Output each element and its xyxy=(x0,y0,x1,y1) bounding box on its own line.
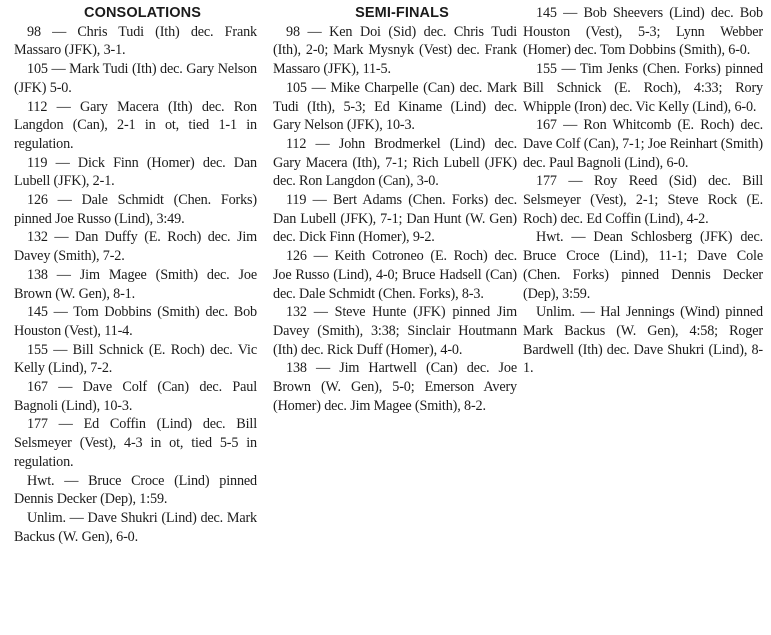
result-entry: 98 — Chris Tudi (Ith) dec. Frank Massaro (JFK), 3-1. xyxy=(14,23,257,59)
result-entry: 112 — Gary Macera (Ith) dec. Ron Langdon (Can), 2-1 in ot, tied 1-1 in regulation. xyxy=(14,98,257,152)
result-entry: 132 — Steve Hunte (JFK) pinned Jim Davey (Smith), 3:38; Sinclair Houtmann (Ith) dec. Rick Duff (Homer), 4-0. xyxy=(273,304,517,358)
result-entry: 105 — Mark Tudi (Ith) dec. Gary Nelson (JFK) 5-0. xyxy=(14,61,257,96)
result-entry: 98 — Ken Doi (Sid) dec. Chris Tudi (Ith), 2-0; Mark Mysnyk (Vest) dec. Frank Massaro (JFK), 11-5. xyxy=(273,23,517,78)
consolations-heading: CONSOLATIONS xyxy=(84,5,201,21)
result-entry: 126 — Dale Schmidt (Chen. Forks) pinned Joe Russo (Lind), 3:49. xyxy=(14,192,257,227)
result-entry: 119 — Dick Finn (Homer) dec. Dan Lubell (JFK), 2-1. xyxy=(14,154,257,190)
result-entry: 155 — Tim Jenks (Chen. Forks) pinned Bill Schnick (E. Roch), 4:33; Rory Whipple (Iron) dec. Vic Kelly (Lind), 6-0. xyxy=(523,61,763,115)
result-entry: 177 — Ed Coffin (Lind) dec. Bill Selsmeyer (Vest), 4-3 in ot, tied 5-5 in regulation. xyxy=(14,416,257,470)
result-entry: 167 — Ron Whitcomb (E. Roch) dec. Dave Colf (Can), 7-1; Joe Reinhart (Smith) dec. Paul Bagnoli (Lind), 6-0. xyxy=(523,117,763,171)
result-entry: 138 — Jim Hartwell (Can) dec. Joe Brown (W. Gen), 5-0; Emerson Avery (Homer) dec. Jim Magee (Smith), 8-2. xyxy=(273,360,517,414)
result-entry: 138 — Jim Magee (Smith) dec. Joe Brown (W. Gen), 8-1. xyxy=(14,266,257,302)
result-entry: 132 — Dan Duffy (E. Roch) dec. Jim Davey (Smith), 7-2. xyxy=(14,229,257,265)
result-entry: Unlim. — Hal Jennings (Wind) pinned Mark Backus (W. Gen), 4:58; Roger Bardwell (Ith) dec. Dave Shukri (Lind), 8-1. xyxy=(523,304,763,377)
result-entry: 112 — John Brodmerkel (Lind) dec. Gary Macera (Ith), 7-1; Rich Lubell (JFK) dec. Ron Langdon (Can), 3-0. xyxy=(273,135,517,190)
result-entry: Hwt. — Bruce Croce (Lind) pinned Dennis Decker (Dep), 1:59. xyxy=(14,472,257,508)
result-entry: 145 — Bob Sheevers (Lind) dec. Bob Houston (Vest), 5-3; Lynn Webber (Homer) dec. Tom Dobbins (Smith), 6-0. xyxy=(523,5,763,59)
result-entry: Unlim. — Dave Shukri (Lind) dec. Mark Backus (W. Gen), 6-0. xyxy=(14,509,257,545)
semi-finals-heading: SEMI-FINALS xyxy=(355,5,449,21)
result-entry: 126 — Keith Cotroneo (E. Roch) dec. Joe Russo (Lind), 4-0; Bruce Hadsell (Can) dec. Dale Schmidt (Chen. Forks), 8-3. xyxy=(273,248,517,302)
result-entry: 119 — Bert Adams (Chen. Forks) dec. Dan Lubell (JFK), 7-1; Dan Hunt (W. Gen) dec. Dick Finn (Homer), 9-2. xyxy=(273,192,517,246)
result-entry: Hwt. — Dean Schlosberg (JFK) dec. Bruce Croce (Lind), 11-1; Dave Cole (Chen. Forks) pinned Dennis Decker (Dep), 3:59. xyxy=(523,229,763,302)
semi-finals-column xyxy=(273,4,517,415)
result-entry: 167 — Dave Colf (Can) dec. Paul Bagnoli (Lind), 10-3. xyxy=(14,379,257,414)
result-entry: 177 — Roy Reed (Sid) dec. Bill Selsmeyer (Vest), 2-1; Steve Rock (E. Roch) dec. Ed Coffin (Lind), 4-2. xyxy=(523,173,763,227)
result-entry: 105 — Mike Charpelle (Can) dec. Mark Tudi (Ith), 5-3; Ed Kiname (Lind) dec. Gary Nelson (JFK), 10-3. xyxy=(273,79,517,134)
consolations-column xyxy=(14,4,257,546)
result-entry: 145 — Tom Dobbins (Smith) dec. Bob Houston (Vest), 11-4. xyxy=(14,304,257,339)
result-entry: 155 — Bill Schnick (E. Roch) dec. Vic Kelly (Lind), 7-2. xyxy=(14,341,257,377)
semi-finals-continued-column xyxy=(523,4,763,378)
